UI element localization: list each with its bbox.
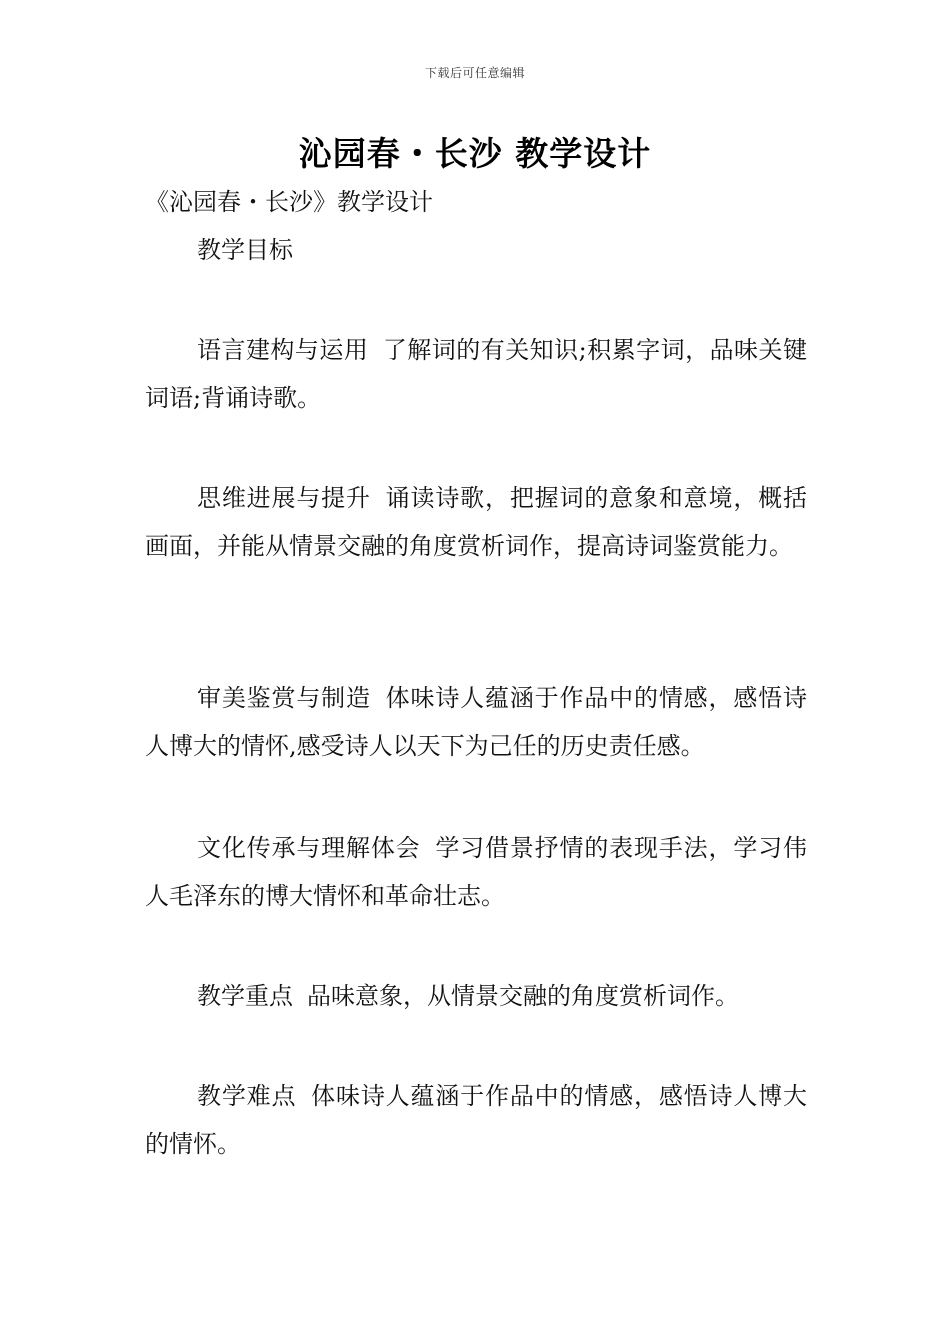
paragraph-aesthetic bbox=[145, 674, 807, 770]
paragraph-culture bbox=[145, 824, 807, 920]
section-heading: 教学目标 bbox=[197, 236, 293, 264]
paragraph-label: 思维进展与提升 bbox=[197, 484, 371, 512]
paragraph-text: 体味诗人蕴涵于作品中的情感，感悟诗人博大的情怀。 bbox=[145, 1082, 808, 1158]
paragraph-label: 语言建构与运用 bbox=[197, 336, 369, 364]
paragraph-text: 诵读诗歌，把握词的意象和意境，概括画面，并能从情景交融的角度赏析词作，提高诗词鉴赏能力。 bbox=[145, 484, 808, 560]
paragraph-text: 了解词的有关知识;积累字词，品味关键词语;背诵诗歌。 bbox=[145, 336, 808, 412]
paragraph-label: 审美鉴赏与制造 bbox=[197, 684, 371, 712]
header-note: 下载后可任意编辑 bbox=[424, 66, 525, 80]
paragraph-text: 品味意象，从情景交融的角度赏析词作。 bbox=[307, 982, 739, 1010]
paragraph-text: 学习借景抒情的表现手法，学习伟人毛泽东的博大情怀和革命壮志。 bbox=[145, 834, 807, 910]
paragraph-label: 教学难点 bbox=[197, 1082, 297, 1110]
paragraph-label: 文化传承与理解体会 bbox=[197, 834, 421, 862]
paragraph-language bbox=[145, 326, 807, 422]
paragraph-text: 体味诗人蕴涵于作品中的情感，感悟诗人博大的情怀,感受诗人以天下为己任的历史责任感。 bbox=[145, 684, 808, 760]
paragraph-thinking bbox=[145, 474, 807, 570]
paragraph-label: 教学重点 bbox=[197, 982, 293, 1010]
paragraph-key-point bbox=[145, 972, 807, 1020]
document-title: 沁园春・长沙 教学设计 bbox=[298, 134, 652, 173]
document-subtitle: 《沁园春・长沙》教学设计 bbox=[145, 188, 433, 216]
paragraph-difficulty bbox=[145, 1072, 807, 1168]
